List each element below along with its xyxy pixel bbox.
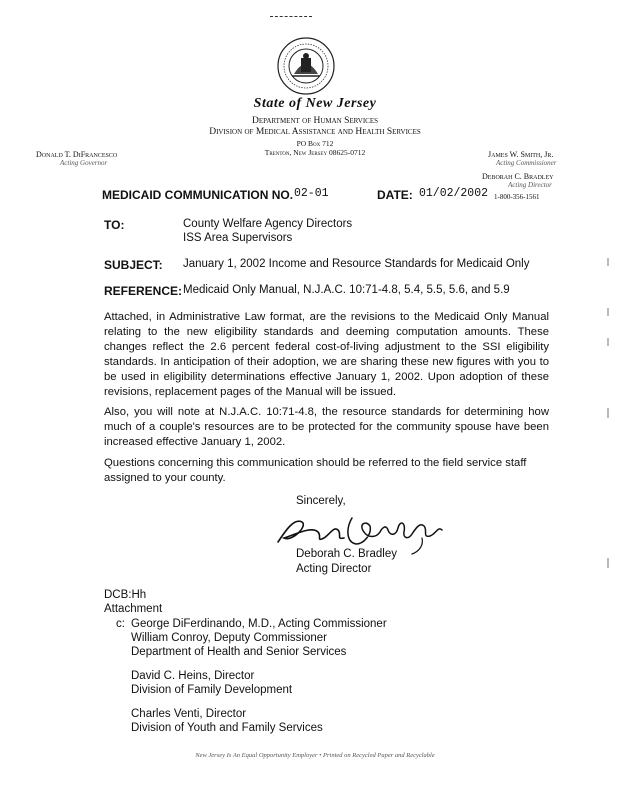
governor-name: Donald T. DiFrancesco — [36, 150, 118, 159]
commissioner-title: Acting Commissioner — [496, 159, 557, 167]
director-title: Acting Director — [508, 181, 552, 189]
letterhead-department: Department of Human Services — [251, 116, 378, 126]
to-label: TO: — [104, 218, 125, 232]
date-value: 01/02/2002 — [419, 187, 489, 200]
cc-1-line-3: Department of Health and Senior Services — [131, 646, 347, 658]
subject-value: January 1, 2002 Income and Resource Standards for Medicaid Only — [183, 258, 530, 270]
cc-1-line-1: George DiFerdinando, M.D., Acting Commissioner — [131, 618, 387, 630]
reference-label: REFERENCE: — [104, 284, 183, 298]
closing-title: Acting Director — [296, 563, 372, 575]
cc-2-line-2: Division of Family Development — [131, 684, 293, 696]
cc-1-line-2: William Conroy, Deputy Commissioner — [131, 632, 327, 644]
director-phone: 1-800-356-1561 — [494, 193, 540, 201]
to-line-1: County Welfare Agency Directors — [183, 218, 353, 230]
date-label: DATE: — [377, 188, 413, 202]
initials: DCB:Hh — [104, 589, 147, 601]
state-seal-icon — [276, 36, 336, 96]
scan-mark-top — [270, 16, 312, 17]
body-paragraph-2: Also, you will note at N.J.A.C. 10:71-4.8, the resource standards for determining how much of a couple's resources are to be protected for the community spouse have been increased effective January 1, 2002. — [104, 406, 549, 448]
letterhead-pobox: PO Box 712 — [296, 139, 334, 148]
body-paragraph-1: Attached, in Administrative Law format, are the revisions to the Medicaid Only Manual relating to the new eligibility standards and deeming computation amounts. These changes reflect the 2.6 percent federal cost-of-living adjustment to the SSI eligibility standards. In anticipation of their adoption, we are sharing these new figures with you to be used in eligibility determinations effective January 1, 2002. Upon adoption of these revisions, replacement pages of the Manual will be issued. — [104, 311, 549, 398]
letterhead-division: Division of Medical Assistance and Health Services — [209, 127, 421, 137]
comm-number: 02-01 — [294, 187, 329, 200]
reference-value: Medicaid Only Manual, N.J.A.C. 10:71-4.8, 5.4, 5.5, 5.6, and 5.9 — [183, 284, 510, 296]
attachment-label: Attachment — [104, 603, 163, 615]
governor-title: Acting Governor — [60, 159, 108, 167]
to-line-2: ISS Area Supervisors — [183, 232, 293, 244]
cc-2-line-1: David C. Heins, Director — [131, 670, 255, 682]
director-name: Deborah C. Bradley — [482, 172, 554, 181]
letterhead-state: State of New Jersey — [253, 96, 377, 111]
commissioner-name: James W. Smith, Jr. — [488, 150, 554, 159]
cc-3-line-2: Division of Youth and Family Services — [131, 722, 323, 734]
letterhead-city: Trenton, New Jersey 08625-0712 — [264, 148, 366, 157]
closing-name: Deborah C. Bradley — [296, 548, 397, 560]
cc-3-line-1: Charles Venti, Director — [131, 708, 247, 720]
comm-label: MEDICAID COMMUNICATION NO. — [102, 188, 294, 202]
page-footer: New Jersey Is An Equal Opportunity Employer • Printed on Recycled Paper and Recyclable — [195, 752, 435, 759]
cc-label: c: — [116, 618, 125, 630]
scan-edge-marks — [606, 258, 610, 578]
body-paragraph-3: Questions concerning this communication should be referred to the field service staff assigned to your county. — [104, 457, 527, 484]
subject-label: SUBJECT: — [104, 258, 163, 272]
closing-sincerely: Sincerely, — [296, 495, 346, 507]
